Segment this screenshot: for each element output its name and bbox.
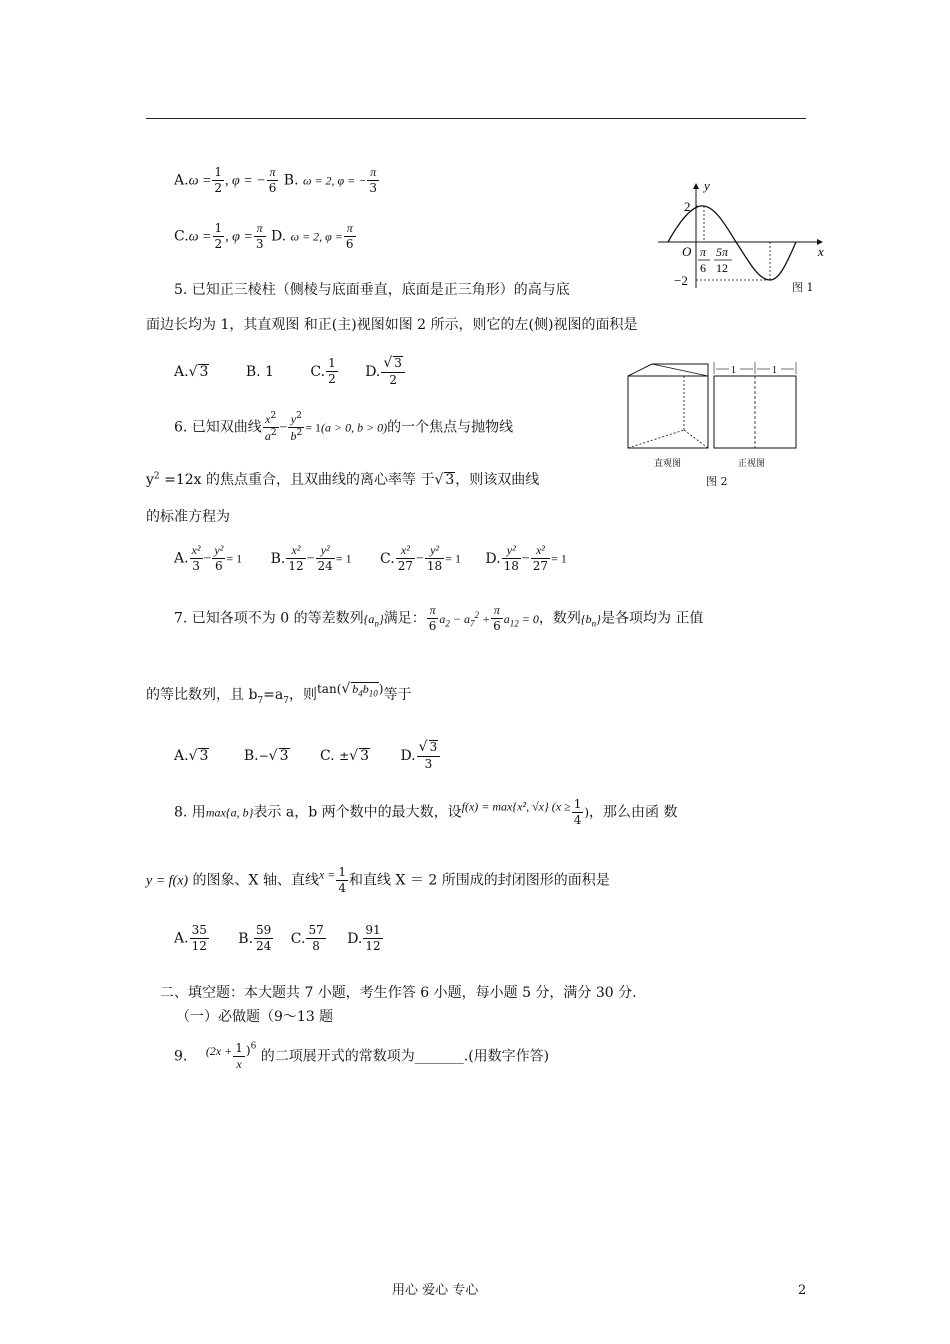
q5-line2: 面边长均为 1，其直观图 和正(主)视图如图 2 所示，则它的左(侧)视图的面积是 [146, 317, 638, 333]
dimension-1: 1 [731, 365, 736, 376]
figure-2-views [626, 360, 806, 452]
q6-line1: 6. 已知双曲线 $\frac{x^2}{a^2}$ − $\frac{y^2}{b^2}$ = 1(a > 0, b > 0)的一个焦点与抛物线 [174, 411, 514, 444]
q6-options: A. $\frac{\text{x²}}{3}$ − $\frac{\text{y²}}{6}$ = 1 B. $\frac{\text{x²}}{12}$ − $\frac{\text{y²}}{24}$ = 1 C. $\frac{\text{x²}}{27}$ − $\frac{\text{y²}}{18}$ = 1 D. $\frac{\text{y²}}{18}$ − $\frac{\text{x²}}{27}$ = 1 [174, 543, 567, 574]
figure-1-caption: 图 1 [792, 281, 814, 294]
header-rule [146, 118, 806, 119]
x-axis-label: x [818, 244, 824, 259]
q7-line1: 7. 已知各项不为 0 的等差数列$\{a_n\}$满足： $\frac{\pi}{6}$ $a_2 - a_7^2$ + $\frac{\pi}{6}$ $a_{12} = 0$，数列$\{b_n\}$是各项均为 正值 [174, 603, 704, 634]
tick2-num: 5π [716, 245, 729, 259]
q7-line2: 的等比数列，且 $b_7=a_7$，则tan(√ $b_4b_{10}$)等于 [146, 681, 412, 706]
section-2-subtitle: （一）必做题（9～13 题 [176, 1009, 334, 1025]
figure-1-graph [652, 176, 832, 296]
q6-line2: $y^2 =12x$ 的焦点重合，且双曲线的离心率等 于√ 3，则该双曲线 [146, 471, 540, 488]
origin-label: O [682, 244, 692, 259]
sine-curve [668, 206, 796, 280]
q7-options: A.√ 3 B.−√ 3 C. ±√ 3 D. $\frac{√ 3}{3}$ [174, 740, 441, 772]
y-axis-label: y [704, 178, 710, 193]
tick1-num: π [700, 245, 707, 259]
y-max-label: 2 [684, 199, 691, 214]
q9-line: 9. (2x + $\frac{1}{x}$ )$^6$ 的二项展开式的常数项为_______.(用数字作答) [174, 1041, 550, 1072]
y-min-label: −2 [674, 273, 688, 288]
section-2-title: 二、填空题：本大题共 7 小题，考生作答 6 小题，每小题 5 分，满分 30 分. [160, 985, 637, 1001]
footer-text: 用心 爱心 专心 [392, 1283, 479, 1298]
q8-line1: 8. 用max{a, b}表示 a，b 两个数中的最大数，设f(x) = max{x², √x} (x ≥ $\frac{1}{4}$ )，那么由函 数 [174, 797, 678, 828]
q4-option-c: C.ω = $\frac{1}{2}$ , φ = $\frac{\pi}{3}$ D. ω = 2, φ = $\frac{\pi}{6}$ [174, 221, 354, 252]
q4-option-a: A.ω = $\frac{1}{2}$ , φ = − $\frac{\pi}{6}$ B. ω = 2, φ = − $\frac{\pi}{3}$ [174, 165, 378, 196]
tick2-den: 12 [716, 261, 728, 275]
tick1-den: 6 [700, 261, 706, 275]
figure-2-caption: 图 2 [706, 475, 728, 488]
q6-line3: 的标准方程为 [146, 509, 230, 525]
figure-2-label-right: 正视图 [738, 459, 766, 469]
q5-line1: 5. 已知正三棱柱（侧棱与底面垂直，底面是正三角形）的高与底 [174, 282, 570, 298]
q5-options: A.√ 3 B. 1 C. $\frac{1}{2}$ D. $\frac{√ 3}{2}$ [174, 356, 406, 388]
figure-2-label-left: 直观图 [654, 459, 682, 469]
q8-options: A. $\frac{35}{12}$ B. $\frac{59}{24}$ C. $\frac{57}{8}$ D. $\frac{91}{12}$ [174, 923, 381, 954]
q8-line2: y = f(x) 的图象、X 轴、直线x = $\frac{1}{4}$ 和直线 X ＝ 2 所围成的封闭图形的面积是 [146, 865, 610, 896]
page-number: 2 [798, 1283, 807, 1298]
dimension-2: 1 [772, 365, 777, 376]
